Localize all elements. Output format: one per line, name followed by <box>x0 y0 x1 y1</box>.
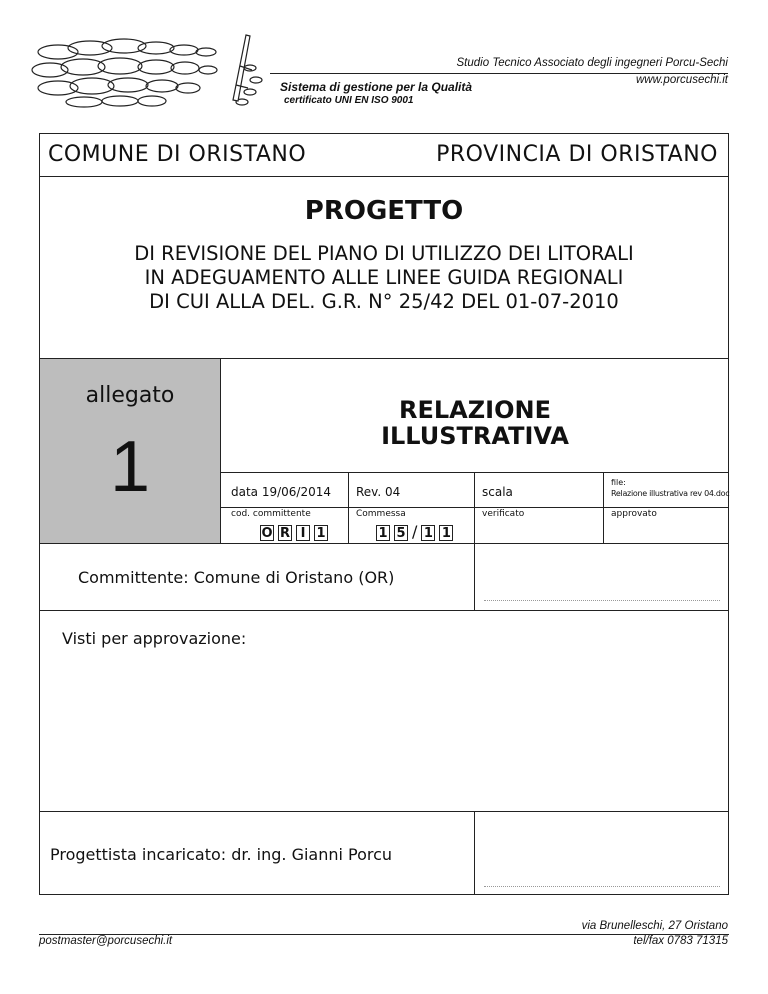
commessa-code <box>376 522 457 541</box>
code-char: 1 <box>314 525 328 541</box>
footer-email[interactable]: postmaster@porcusechi.it <box>39 935 173 947</box>
date: data 19/06/2014 <box>231 485 332 499</box>
doc-title-1: RELAZIONE <box>399 396 551 424</box>
verified-label: verificato <box>482 509 525 519</box>
code-char: R <box>279 526 290 541</box>
designer-signature-line <box>484 886 720 887</box>
divider-5 <box>39 811 729 812</box>
studio-logo <box>28 30 278 110</box>
grid-col-2 <box>474 472 475 610</box>
municipality: COMUNE DI ORISTANO <box>48 142 307 167</box>
commessa-separator: / <box>412 522 418 541</box>
studio-name: Studio Tecnico Associato degli ingegneri Porcu-Sechi <box>456 57 728 69</box>
doc-title-2: ILLUSTRATIVA <box>381 422 569 450</box>
footer-address: via Brunelleschi, 27 Oristano <box>581 920 728 932</box>
code-char: 1 <box>439 525 453 541</box>
file-label: file: <box>611 478 626 487</box>
allegato-label: allegato <box>85 383 175 408</box>
grid-col-3 <box>603 472 604 544</box>
designer-col <box>474 811 475 895</box>
divider-4 <box>39 610 729 611</box>
code-char: I <box>296 525 310 541</box>
file-name: Relazione illustrativa rev 04.doc <box>611 489 730 498</box>
website-link[interactable]: www.porcusechi.it <box>635 74 728 86</box>
allegato-number: 1 <box>109 427 151 507</box>
approvals-label: Visti per approvazione: <box>62 629 247 648</box>
footer-telfax: tel/fax 0783 71315 <box>633 935 728 947</box>
divider-1 <box>39 176 729 177</box>
designer: Progettista incaricato: dr. ing. Gianni Porcu <box>50 845 393 864</box>
allegato-divider <box>220 358 221 544</box>
code-char: 5 <box>394 525 408 541</box>
project-desc-3: DI CUI ALLA DEL. G.R. N° 25/42 DEL 01-07-2010 <box>149 290 619 313</box>
grid-col-1 <box>348 472 349 544</box>
code-char: O <box>261 526 273 541</box>
revision: Rev. 04 <box>356 485 401 499</box>
scale: scala <box>482 485 513 499</box>
project-desc-2: IN ADEGUAMENTO ALLE LINEE GUIDA REGIONALI <box>144 266 624 289</box>
approved-label: approvato <box>611 509 657 519</box>
project-title: PROGETTO <box>304 196 464 226</box>
divider-3 <box>39 543 729 544</box>
code-char: 1 <box>421 525 435 541</box>
province: PROVINCIA DI ORISTANO <box>436 142 718 167</box>
client: Committente: Comune di Oristano (OR) <box>78 568 395 587</box>
client-signature-line <box>484 600 720 601</box>
project-desc-1: DI REVISIONE DEL PIANO DI UTILIZZO DEI LITORALI <box>134 242 634 265</box>
code-char: 1 <box>376 525 390 541</box>
commessa-label: Commessa <box>356 509 406 519</box>
cod-committente-code <box>260 522 332 541</box>
certification: certificato UNI EN ISO 9001 <box>284 95 414 106</box>
cod-committente-label: cod. committente <box>231 509 311 519</box>
quality-system: Sistema di gestione per la Qualità <box>280 80 473 94</box>
